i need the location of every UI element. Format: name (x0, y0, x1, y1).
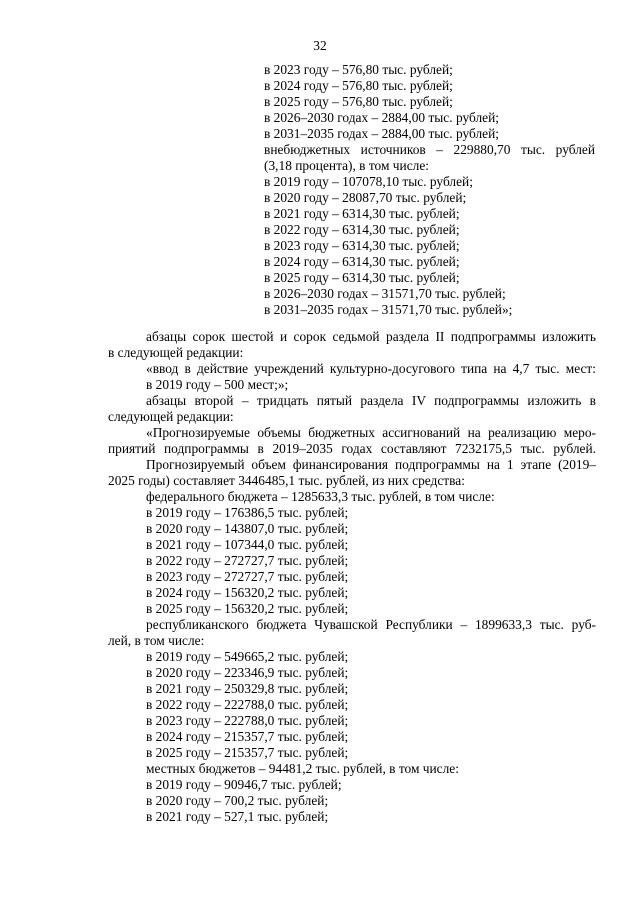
text-line: следующей редакции: (108, 409, 234, 424)
text-line: в 2024 году – 576,80 тыс. рублей; (264, 78, 453, 93)
text-line: в 2020 году – 28087,70 тыс. рублей; (264, 190, 467, 205)
funding-schedule-block (264, 62, 595, 318)
text-line: в 2021 году – 527,1 тыс. рублей; (146, 809, 329, 824)
text-line: в 2021 году – 6314,30 тыс. рублей; (264, 206, 460, 221)
text-line: в 2022 году – 6314,30 тыс. рублей; (264, 222, 460, 237)
text-line: местных бюджетов – 94481,2 тыс. рублей, в том числе: (146, 761, 459, 776)
text-line: в 2019 году – 176386,5 тыс. рублей; (146, 505, 349, 520)
text-line: 2025 годы) составляет 3446485,1 тыс. рублей, из них средства: (108, 473, 465, 488)
text-line: в 2023 году – 576,80 тыс. рублей; (264, 62, 453, 77)
text-line: в 2031–2035 годах – 31571,70 тыс. рублей»; (264, 302, 513, 317)
text-line: в 2023 году – 6314,30 тыс. рублей; (264, 238, 460, 253)
text-line: в 2024 году – 6314,30 тыс. рублей; (264, 254, 460, 269)
text-line: в 2019 году – 107078,10 тыс. рублей; (264, 174, 473, 189)
amendment-text-block (108, 329, 596, 825)
text-line: в 2024 году – 156320,2 тыс. рублей; (146, 585, 349, 600)
text-line: внебюджетных источников – 229880,70 тыс. рублей (264, 142, 595, 157)
text-line: в 2020 году – 700,2 тыс. рублей; (146, 793, 329, 808)
text-line: в 2019 году – 549665,2 тыс. рублей; (146, 649, 349, 664)
text-line: в 2021 году – 250329,8 тыс. рублей; (146, 681, 349, 696)
text-line: в 2026–2030 годах – 2884,00 тыс. рублей; (264, 110, 499, 125)
text-line: «ввод в действие учреждений культурно-досугового типа на 4,7 тыс. мест: (146, 361, 596, 376)
text-line: в 2021 году – 107344,0 тыс. рублей; (146, 537, 349, 552)
text-line: в 2022 году – 222788,0 тыс. рублей; (146, 697, 349, 712)
text-line: в 2031–2035 годах – 2884,00 тыс. рублей; (264, 126, 499, 141)
text-line: в 2026–2030 годах – 31571,70 тыс. рублей; (264, 286, 506, 301)
text-line: в 2025 году – 215357,7 тыс. рублей; (146, 745, 349, 760)
text-line: в 2020 году – 143807,0 тыс. рублей; (146, 521, 349, 536)
text-line: приятий подпрограммы в 2019–2035 годах составляют 7232175,5 тыс. рублей. (108, 441, 596, 456)
page-number: 32 (313, 38, 327, 53)
text-line: в 2025 году – 6314,30 тыс. рублей; (264, 270, 460, 285)
text-line: абзацы второй – тридцать пятый раздела IV подпрограммы изложить в (146, 393, 596, 408)
text-line: в 2019 году – 500 мест;»; (146, 377, 289, 392)
text-line: в 2023 году – 272727,7 тыс. рублей; (146, 569, 349, 584)
text-line: в 2023 году – 222788,0 тыс. рублей; (146, 713, 349, 728)
text-line: в 2020 году – 223346,9 тыс. рублей; (146, 665, 349, 680)
text-line: лей, в том числе: (108, 633, 205, 648)
text-line: Прогнозируемый объем финансирования подпрограммы на 1 этапе (2019– (146, 457, 596, 472)
text-line: «Прогнозируемые объемы бюджетных ассигнований на реализацию меро- (146, 425, 596, 440)
text-line: (3,18 процента), в том числе: (264, 158, 429, 173)
text-line: федерального бюджета – 1285633,3 тыс. рублей, в том числе: (146, 489, 495, 504)
text-line: в 2022 году – 272727,7 тыс. рублей; (146, 553, 349, 568)
text-line: в 2024 году – 215357,7 тыс. рублей; (146, 729, 349, 744)
text-line: в следующей редакции: (108, 345, 244, 360)
text-line: республиканского бюджета Чувашской Республики – 1899633,3 тыс. руб- (146, 617, 596, 632)
text-line: в 2025 году – 576,80 тыс. рублей; (264, 94, 453, 109)
text-line: абзацы сорок шестой и сорок седьмой раздела II подпрограммы изложить (146, 329, 596, 344)
text-line: в 2025 году – 156320,2 тыс. рублей; (146, 601, 349, 616)
text-line: в 2019 году – 90946,7 тыс. рублей; (146, 777, 342, 792)
